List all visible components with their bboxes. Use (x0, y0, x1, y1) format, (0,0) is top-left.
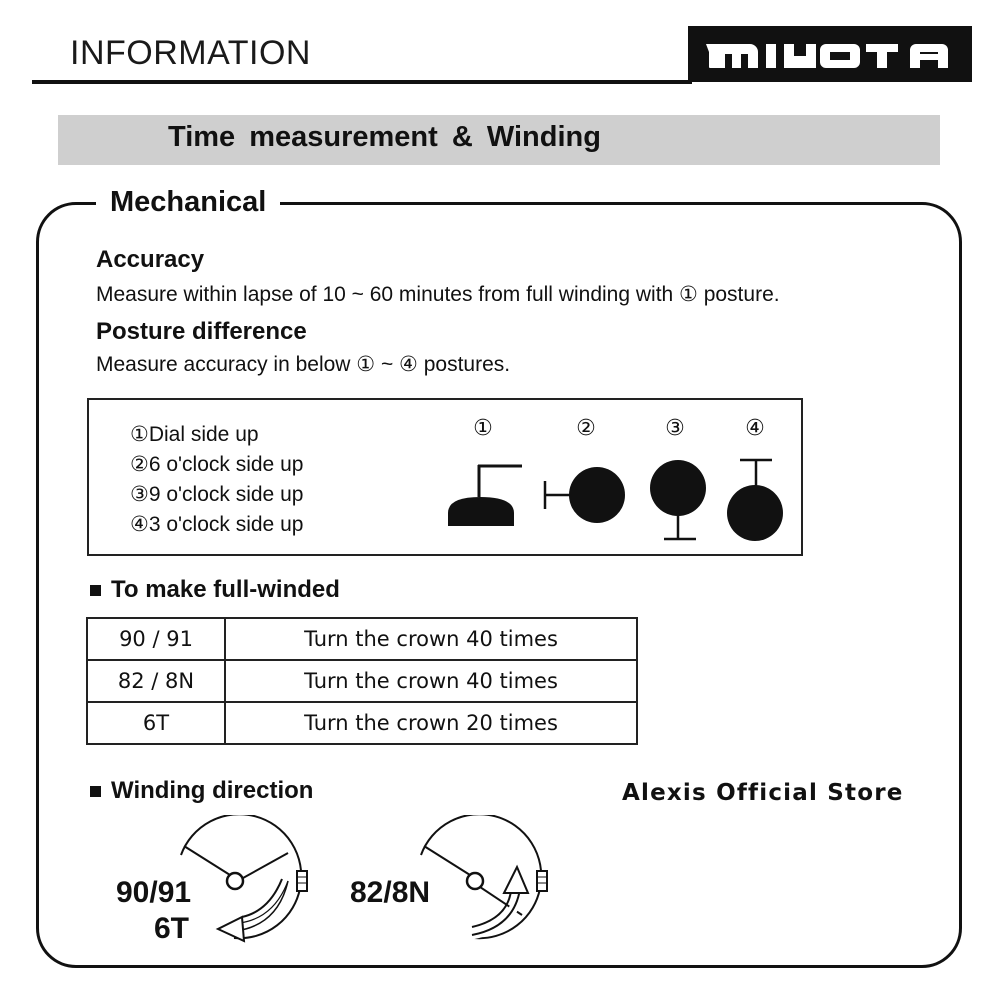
dial-up-icon (448, 465, 522, 526)
posture-difference-text: Measure accuracy in below ① ~ ④ postures. (96, 353, 511, 376)
bullet-square-icon (90, 786, 101, 797)
model-cell: 82 / 8N (87, 660, 225, 702)
posture-number: ④ (745, 416, 765, 441)
posture-item: ①Dial side up (130, 423, 259, 446)
nine-oclock-up-icon (650, 460, 706, 539)
model-cell: 6T (87, 702, 225, 744)
table-row (87, 618, 637, 660)
movement-label: 6T (154, 912, 190, 945)
instruction-cell: Turn the crown 20 times (225, 702, 637, 744)
table-row (87, 660, 637, 702)
posture-number: ③ (665, 416, 685, 441)
brand-logo (688, 26, 972, 82)
page-header-title: INFORMATION (70, 34, 311, 72)
full-wind-heading (90, 576, 340, 604)
movement-label: 90/91 (116, 876, 192, 909)
store-watermark: Alexis Official Store (622, 780, 904, 806)
bullet-square-icon (90, 585, 101, 596)
miyota-logo-icon (688, 26, 972, 82)
winding-direction-heading-text: Winding direction (111, 777, 314, 804)
movement-label: 82/8N (350, 876, 431, 909)
mechanical-label: Mechanical (96, 186, 280, 219)
posture-diagrams (430, 405, 800, 550)
posture-number: ① (473, 416, 493, 441)
counterclockwise-arrow-icon (218, 879, 288, 941)
movement-diagram-counterclockwise (170, 815, 320, 950)
table-row (87, 702, 637, 744)
header-rule (32, 80, 692, 84)
accuracy-heading: Accuracy (96, 246, 205, 273)
three-oclock-up-icon (727, 460, 783, 541)
posture-difference-heading: Posture difference (96, 318, 307, 345)
banner-title: Time measurement & Winding (168, 121, 601, 153)
movement-diagram-clockwise (410, 815, 560, 950)
winding-direction-heading (90, 777, 313, 805)
posture-item: ②6 o'clock side up (130, 453, 304, 476)
full-wind-heading-text: To make full-winded (111, 576, 340, 603)
six-oclock-up-icon (545, 467, 625, 523)
instruction-cell: Turn the crown 40 times (225, 660, 637, 702)
posture-number: ② (576, 416, 596, 441)
instruction-cell: Turn the crown 40 times (225, 618, 637, 660)
accuracy-text: Measure within lapse of 10 ~ 60 minutes from full winding with ① posture. (96, 283, 780, 306)
posture-item: ③9 o'clock side up (130, 483, 304, 506)
full-wind-table (86, 617, 638, 745)
posture-item: ④3 o'clock side up (130, 513, 304, 536)
model-cell: 90 / 91 (87, 618, 225, 660)
